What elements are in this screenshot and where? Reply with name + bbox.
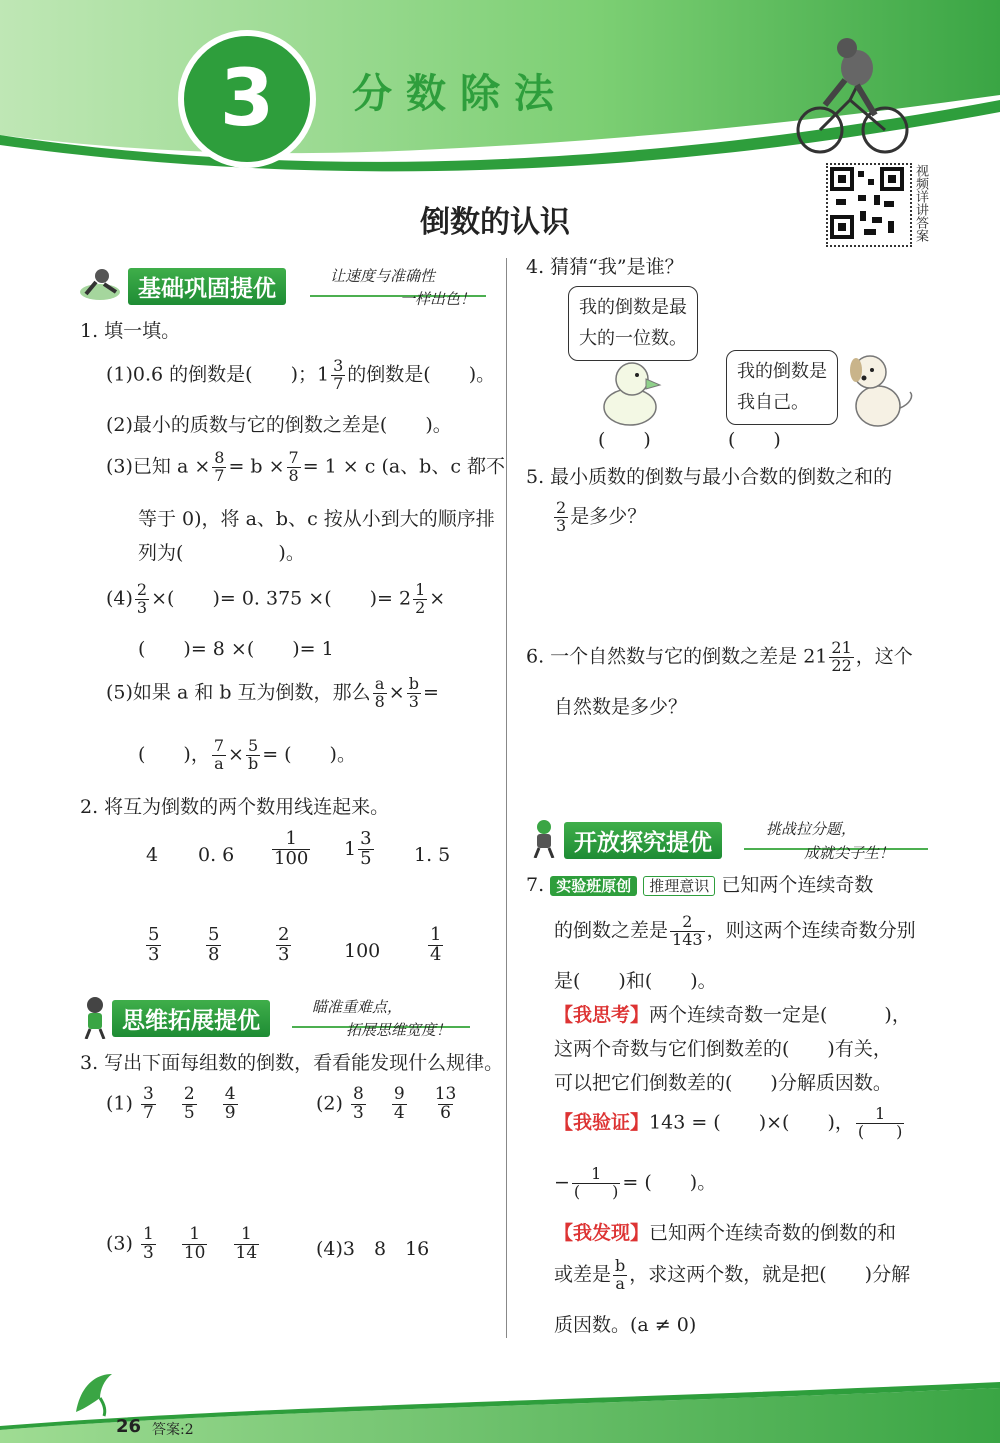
q2-top-4: 4: [146, 844, 159, 866]
qr-code[interactable]: [826, 163, 912, 247]
q2-top-1-100: $\frac{1}{100}$: [274, 828, 309, 869]
q2-bottom-1-4: $\frac{1}{4}$: [430, 924, 442, 965]
q7-think-3: 可以把它们倒数差的( )分解质因数。: [554, 1072, 892, 1094]
q3-group1: (1) $\frac{3}{7}$ $\frac{2}{5}$ $\frac{4}{9}$: [106, 1084, 236, 1123]
footer-wave: [0, 1370, 1000, 1443]
q7-line2: 的倒数之差是 $\frac{2}{143}$ ，则这两个连续奇数分别: [554, 912, 916, 949]
q6-label: 6. 一个自然数与它的倒数之差是 21 $\frac{21}{22}$ ，这个: [526, 638, 913, 675]
q7-think-1: 【我思考】两个连续奇数一定是( )，: [554, 1004, 911, 1026]
q2-top-0-6: 0. 6: [198, 844, 235, 866]
q7-verify-tag: 【我验证】: [554, 1111, 650, 1134]
q2-top-1-3-5: 1 $\frac{3}{5}$: [344, 828, 372, 869]
q1-part3: (3)已知 a × $\frac{8}{7}$ = b × $\frac{7}{8}$ = 1 × c (a、b、c 都不: [106, 448, 506, 485]
q2-label: 2. 将互为倒数的两个数用线连起来。: [80, 796, 390, 818]
duck-illustration: [596, 355, 666, 430]
q7-think-tag: 【我思考】: [554, 1004, 650, 1026]
q7-find-3: 质因数。(a ≠ 0): [554, 1314, 697, 1336]
q1-part5-line2: ( )， $\frac{7}{a}$ × $\frac{5}{b}$ = ( )。: [138, 736, 356, 773]
chapter-number: 3: [219, 54, 275, 144]
q7-line3: 是( )和( )。: [554, 970, 717, 992]
section-slogan-explore-1: 挑战拉分题，: [766, 820, 857, 838]
dolphin-icon: [70, 1368, 118, 1420]
q7-find-2: 或差是 $\frac{b}{a}$ ，求这两个数，就是把( )分解: [554, 1256, 911, 1293]
q4-answer-dog[interactable]: ( ): [728, 429, 781, 451]
cyclist-illustration: [795, 30, 915, 160]
q1-part2: (2)最小的质数与它的倒数之差是( )。: [106, 414, 452, 436]
q7-verify-1: 【我验证】143 = ( )×( )， $\frac{1}{( )}$: [554, 1104, 903, 1141]
video-label: 视频详讲答案: [913, 164, 928, 242]
column-divider: [506, 258, 507, 1338]
lesson-title: 倒数的认识: [420, 205, 570, 240]
q1-part3-line3: 列为( )。: [138, 542, 305, 564]
q2-bottom-100: 100: [344, 940, 381, 962]
section-icon-running: [76, 266, 122, 302]
q7-find-tag: 【我发现】: [554, 1222, 650, 1244]
section-title-basic: 基础巩固提优: [128, 268, 286, 305]
answer-ref: 答案:2: [152, 1422, 194, 1438]
q3-group4: (4)3 8 16: [316, 1238, 430, 1260]
q4-answer-duck[interactable]: ( ): [598, 429, 651, 451]
q4-bubble-dog: 我的倒数是 我自己。: [726, 350, 838, 425]
q5-label: 5. 最小质数的倒数与最小合数的倒数之和的: [526, 466, 893, 488]
q2-bottom-5-8: $\frac{5}{8}$: [208, 924, 220, 965]
section-slogan-basic-1: 让速度与准确性: [330, 267, 436, 285]
section-slogan-basic-2: 一样出色！: [400, 290, 476, 308]
q7-verify-2: − $\frac{1}{( )}$ = ( )。: [554, 1164, 717, 1201]
q1-part4-line2: ( )= 8 ×( )= 1: [138, 638, 334, 660]
q5-line2: $\frac{2}{3}$ 是多少？: [556, 498, 647, 535]
chapter-number-badge: [178, 30, 316, 168]
q1-part4: (4) $\frac{2}{3}$ ×( )= 0. 375 ×( )= 2 $\frac{1}{2}$ ×: [106, 580, 446, 617]
chapter-title: 分数除法: [352, 71, 568, 117]
q3-label: 3. 写出下面每组数的倒数，看看能发现什么规律。: [80, 1052, 504, 1074]
section-title-extend: 思维拓展提优: [112, 1000, 270, 1037]
q4-bubble-duck: 我的倒数是最 大的一位数。: [568, 286, 698, 361]
q7-tag-original: 实验班原创: [550, 876, 637, 896]
q4-label: 4. 猜猜“我”是谁？: [526, 256, 684, 278]
q1-part5: (5)如果 a 和 b 互为倒数，那么 $\frac{a}{8}$ × $\frac{b}{3}$ =: [106, 674, 439, 711]
q7-line1: 7. 实验班原创 推理意识 已知两个连续奇数: [526, 874, 874, 896]
q1-part1: (1)0.6 的倒数是( )；1 $\frac{3}{7}$ 的倒数是( )。: [106, 356, 496, 393]
q3-group2: (2) $\frac{8}{3}$ $\frac{9}{4}$ $\frac{13}{6}$: [316, 1084, 457, 1123]
q2-top-1-5: 1. 5: [414, 844, 451, 866]
q6-line2: 自然数是多少？: [554, 696, 688, 718]
dog-illustration: [838, 348, 918, 430]
section-title-explore: 开放探究提优: [564, 822, 722, 859]
section-slogan-explore-2: 成就尖子生！: [804, 844, 895, 862]
q3-group3: (3) $\frac{1}{3}$ $\frac{1}{10}$ $\frac{1}{14}$: [106, 1224, 258, 1263]
section-icon-thinking: [78, 995, 112, 1039]
q2-bottom-5-3: $\frac{5}{3}$: [148, 924, 160, 965]
q7-tag-reasoning: 推理意识: [643, 876, 715, 896]
q1-part3-line2: 等于 0)，将 a、b、c 按从小到大的顺序排: [138, 508, 495, 530]
section-slogan-extend-1: 瞄准重难点，: [312, 998, 403, 1016]
q7-find-1: 【我发现】已知两个连续奇数的倒数的和: [554, 1222, 897, 1244]
q1-label: 1. 填一填。: [80, 320, 181, 342]
section-slogan-extend-2: 拓展思维宽度！: [346, 1021, 452, 1039]
q2-bottom-2-3: $\frac{2}{3}$: [278, 924, 290, 965]
page-number: 26: [116, 1416, 142, 1437]
section-icon-explore: [526, 818, 562, 858]
q7-think-2: 这两个奇数与它们倒数差的( )有关，: [554, 1038, 892, 1060]
